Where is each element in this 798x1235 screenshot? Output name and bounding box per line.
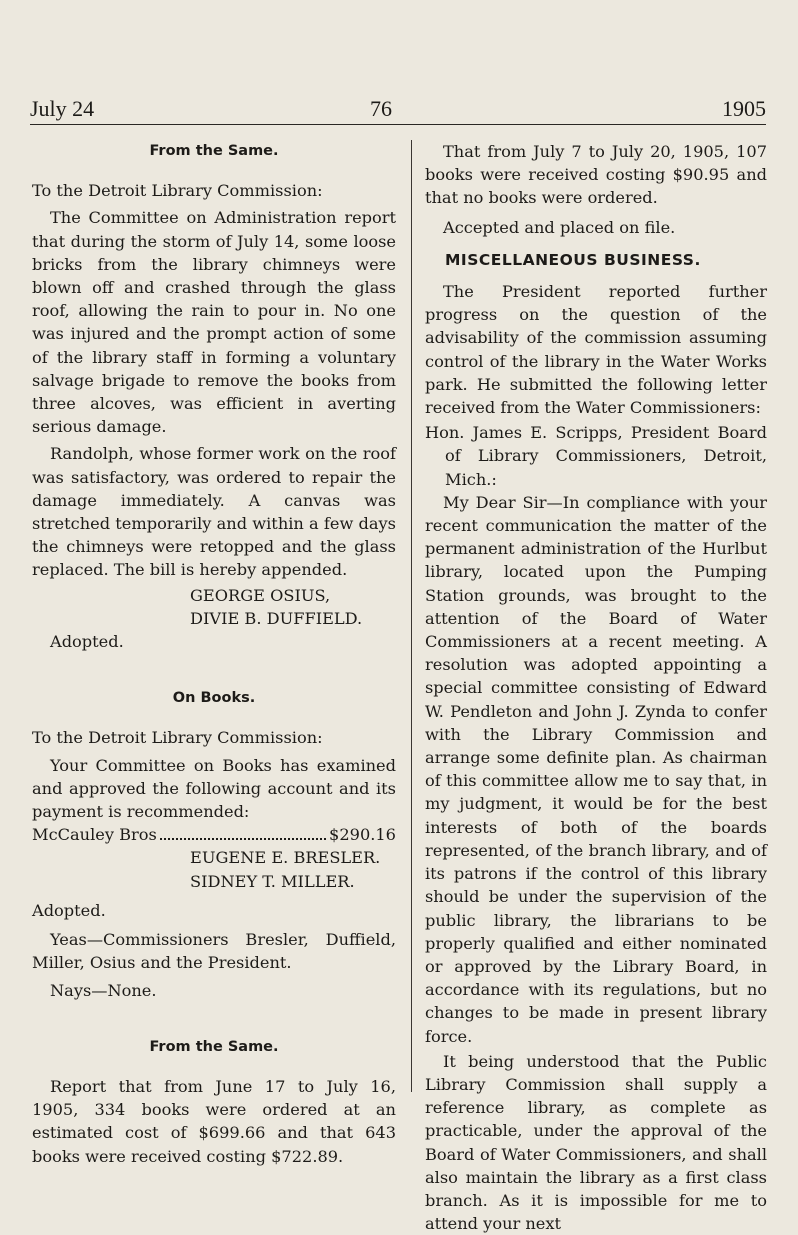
account-amount: $290.16 xyxy=(329,825,396,845)
letter-paragraph: It being understood that the Public Library Commission shall supply a reference library, as complete as practicable, under the approval of the Board of Water Commissioners, and shall also maintain the library as a first class branch. As it is impossible for me to attend your next xyxy=(425,1051,767,1234)
account-payee: McCauley Bros xyxy=(32,825,157,845)
letter-paragraph: My Dear Sir—In compliance with your recent communication the matter of the permanent administration of the Hurlbut library, located upon the Pumping Station grounds, was brought to the attention of the Board of Water Commissioners at a recent meeting. A resolution was adopted appointing a special committee consisting of Edward W. Pendleton and John J. Zynda to confer with the Library Commission and arrange some definite plan. As chairman of this committee allow me to say that, in my judgment, it would be for the best interests of both of the boards represented, of the branch library, and of its patrons if the control of this library should be under the supervision of the public library, the librarians to be properly qualified and either nominated or approved by the Library Board, in accordance with its regulations, but no changes to be made in present library force. xyxy=(425,492,767,1046)
page-number: 76 xyxy=(370,96,392,121)
section-heading-from-the-same: From the Same. xyxy=(149,143,279,159)
adopted-note: Adopted. xyxy=(50,632,124,652)
header-year: 1905 xyxy=(722,96,766,121)
left-column xyxy=(32,140,396,1168)
letter-address: Hon. James E. Scripps, President Board of Library Commissioners, Detroit, Mich.: xyxy=(425,423,767,489)
column-divider xyxy=(411,140,412,1092)
section-heading-from-the-same: From the Same. xyxy=(149,1038,279,1055)
signature: SIDNEY T. MILLER. xyxy=(190,871,355,891)
paragraph: Randolph, whose former work on the roof was satisfactory, was ordered to repair the damage immediately. A canvas was stretched temporarily and within a few days the chimneys were retopped and the glass replaced. The bill is hereby appended. xyxy=(32,444,396,580)
vote-nays: Nays—None. xyxy=(50,980,157,1000)
signature: GEORGE OSIUS, xyxy=(190,585,331,605)
paragraph: Report that from June 17 to July 16, 1905, 334 books were ordered at an estimated cost of $699.66 and that 643 books were received costing $722.89. xyxy=(32,1076,396,1166)
right-column xyxy=(425,140,767,1235)
paragraph: Your Committee on Books has examined and approved the following account and its payment is recommended: xyxy=(32,755,396,822)
salutation: To the Detroit Library Commission: xyxy=(32,181,323,201)
section-heading-on-books: On Books. xyxy=(172,690,256,707)
signature: EUGENE E. BRESLER. xyxy=(190,848,381,868)
paragraph: The Committee on Administration report that during the storm of July 14, some loose bricks from the library chimneys were blown off and crashed through the glass roof, allowing the rain to pour in. No one was injured and the prompt action of some of the library staff in forming a voluntary salvage brigade to remove the books from three alcoves, was efficient in averting serious damage. xyxy=(32,208,396,437)
signature: DIVIE B. DUFFIELD. xyxy=(190,608,363,628)
vote-yeas: Yeas—Commissioners Bresler, Duffield, Miller, Osius and the President. xyxy=(32,930,396,973)
paragraph: That from July 7 to July 20, 1905, 107 books were received costing $90.95 and that no books were ordered. xyxy=(425,142,767,208)
salutation: To the Detroit Library Commission: xyxy=(32,728,323,748)
running-header xyxy=(30,96,766,125)
paragraph: Accepted and placed on file. xyxy=(443,217,676,237)
section-heading-miscellaneous-business: MISCELLANEOUS BUSINESS. xyxy=(445,250,701,269)
adopted-note: Adopted. xyxy=(32,900,106,920)
header-date: July 24 xyxy=(30,96,95,121)
dot-leader xyxy=(160,838,326,840)
paragraph: The President reported further progress on the question of the advisability of the commission assuming control of the library in the Water Works park. He submitted the following letter received from the Water Commissioners: xyxy=(425,282,767,418)
account-line xyxy=(32,823,396,846)
